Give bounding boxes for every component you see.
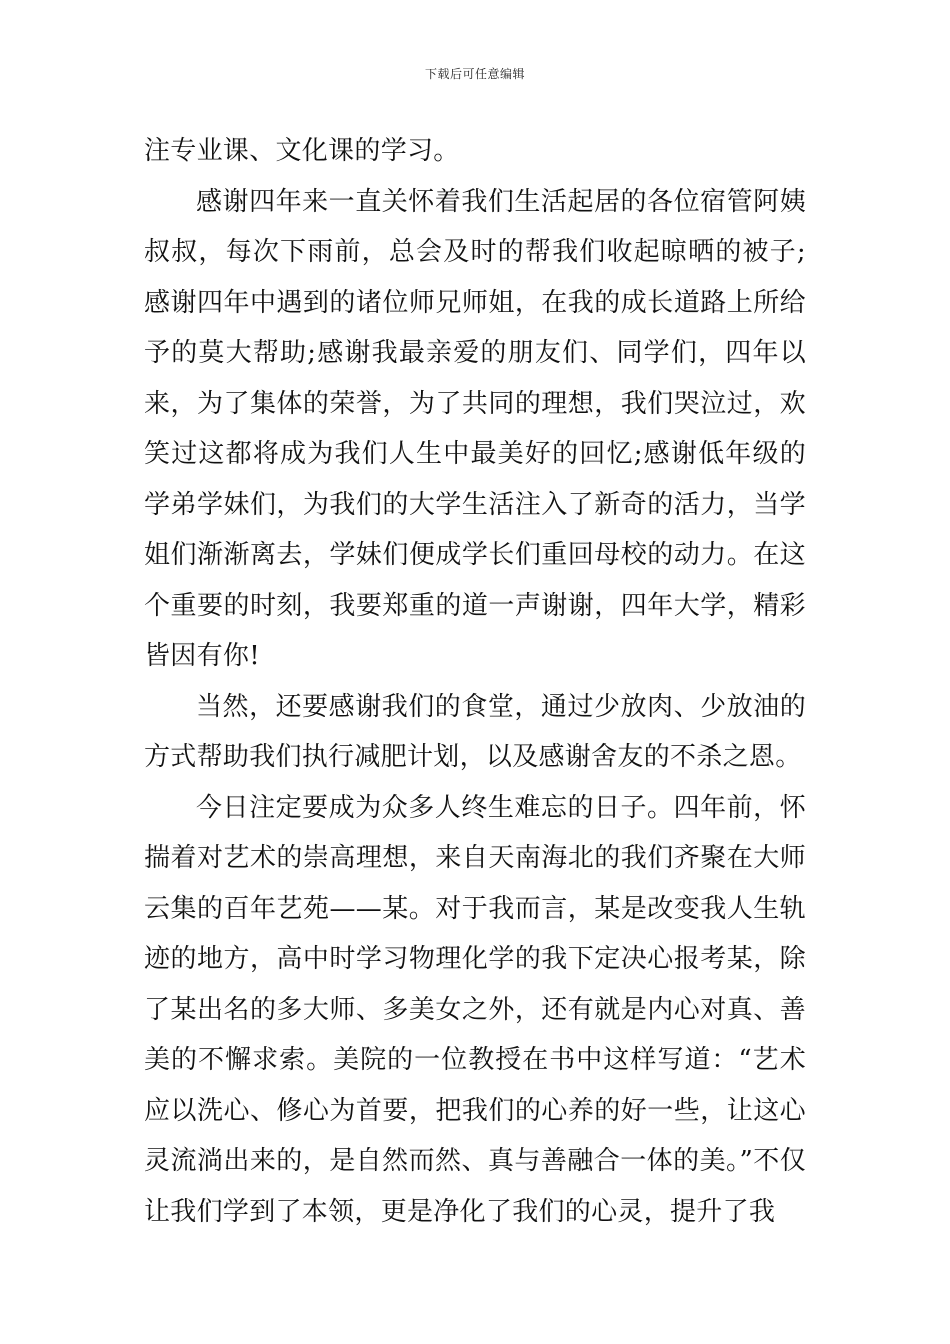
paragraph-continuation: 注专业课、文化课的学习。 <box>144 136 460 166</box>
page-header: 下载后可任意编辑 <box>424 67 525 81</box>
document-body <box>144 126 806 1237</box>
paragraph-memories: 今日注定要成为众多人终生难忘的日子。四年前，怀揣着对艺术的崇高理想，来自天南海北的我们齐聚在大师云集的百年艺苑——某。对于我而言，某是改变我人生轨迹的地方，高中时学习物理化学的我下定决心报考某，除了某出名的多大师、多美女之外，还有就是内心对真、善美的不懈求索。美院的一位教授在书中这样写道：“艺术应以洗心、修心为首要，把我们的心养的好一些，让这心灵流淌出来的，是自然而然、真与善融合一体的美。”不仅让我们学到了本领，更是净化了我们的心灵，提升了我 <box>144 792 806 1227</box>
paragraph-cafeteria: 当然，还要感谢我们的食堂，通过少放肉、少放油的方式帮助我们执行减肥计划，以及感谢舍友的不杀之恩。 <box>144 691 806 772</box>
paragraph-thanks: 感谢四年来一直关怀着我们生活起居的各位宿管阿姨叔叔，每次下雨前，总会及时的帮我们收起晾晒的被子;感谢四年中遇到的诸位师兄师姐，在我的成长道路上所给予的莫大帮助;感谢我最亲爱的朋友们、同学们，四年以来，为了集体的荣誉，为了共同的理想，我们哭泣过，欢笑过这都将成为我们人生中最美好的回忆;感谢低年级的学弟学妹们，为我们的大学生活注入了新奇的活力，当学姐们渐渐离去，学妹们便成学长们重回母校的动力。在这个重要的时刻，我要郑重的道一声谢谢，四年大学，精彩皆因有你! <box>144 186 806 671</box>
